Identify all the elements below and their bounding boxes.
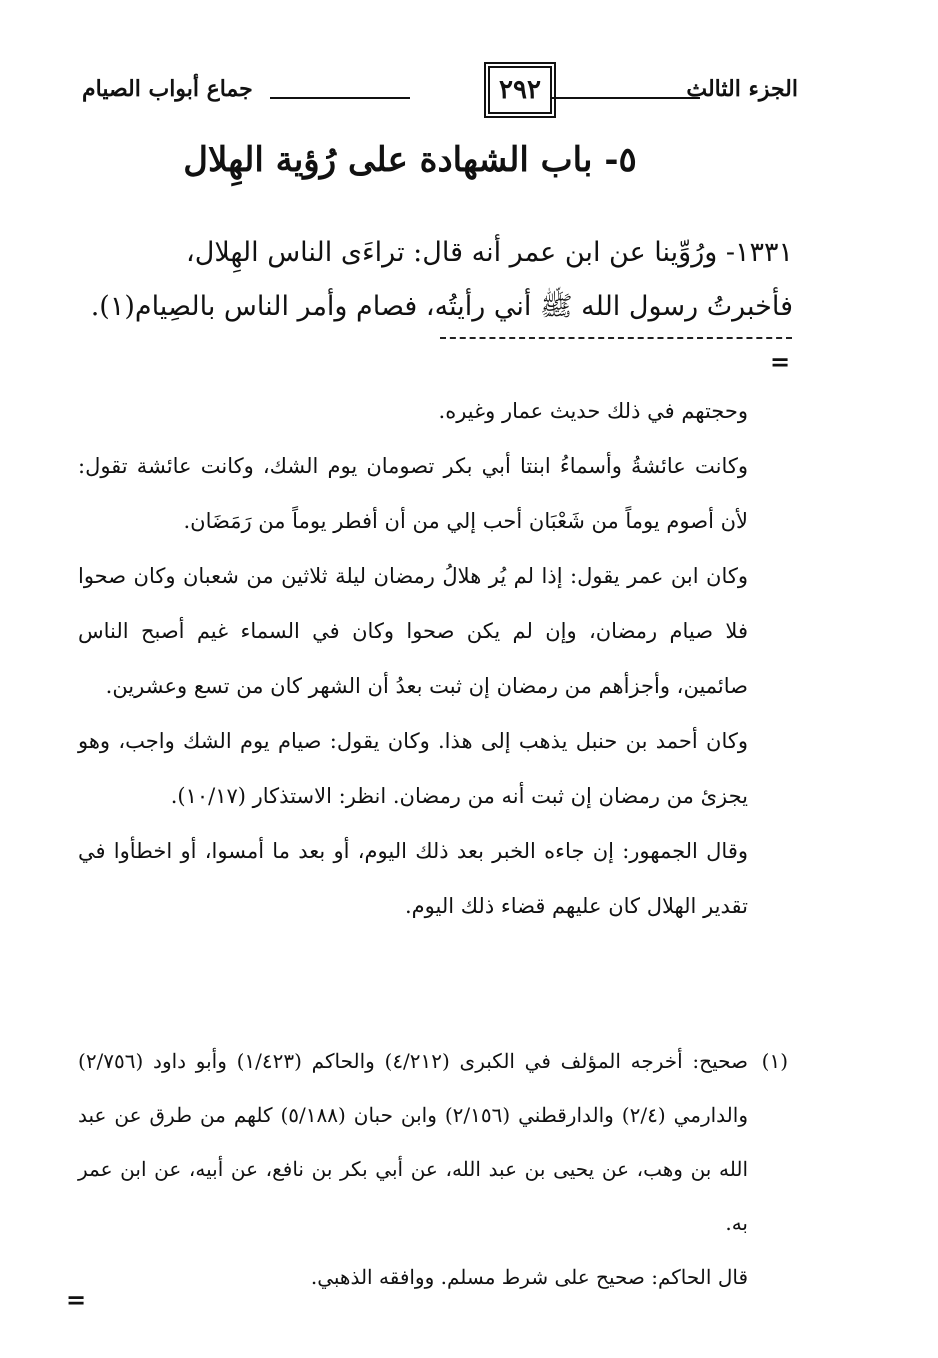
chapter-title: ٥- باب الشهادة على رُؤية الهِلال	[183, 140, 637, 180]
continuation-mark-bottom: =	[66, 1285, 87, 1314]
commentary-paragraph-3: وكان ابن عمر يقول: إذا لم يُر هلالُ رمضان ليلة ثلاثين من شعبان وكان صحوا فلا صيام رمضان، وإن لم يكن صحوا وكان في السماء غيم أصبح الناس صائمين، وأجزأهم من رمضان إن ثبت بعدُ أن الشهر كان من تسع وعشرين.	[78, 564, 748, 698]
commentary-paragraph-5: وقال الجمهور: إن جاءه الخبر بعد ذلك اليوم، أو بعد ما أمسوا، أو اخطأوا في تقدير الهلال كان عليهم قضاء ذلك اليوم.	[78, 839, 748, 918]
commentary-paragraph-4: وكان أحمد بن حنبل يذهب إلى هذا. وكان يقول: صيام يوم الشك واجب، وهو يجزئ من رمضان إن ثبت أنه من رمضان. انظر: الاستذكار (١٠/١٧).	[78, 729, 748, 808]
header-rule-left	[270, 97, 410, 99]
hadith-line-2: فأخبرتُ رسول الله ﷺ أني رأيتُه، فصام وأمر الناس بالصِيام(١).	[90, 291, 793, 322]
footnotes-block	[78, 1034, 788, 1304]
continuation-mark-top: =	[770, 347, 791, 376]
hadith-line-1: ١٣٣١- ورُوِّينا عن ابن عمر أنه قال: تراءَى الناس الهِلال،	[186, 237, 793, 268]
footnote-marker: (١)	[761, 1049, 788, 1073]
header-rule-right	[550, 97, 700, 99]
footnote-note: قال الحاكم: صحيح على شرط مسلم. ووافقه الذهبي.	[310, 1265, 748, 1289]
page-number: ٢٩٢	[488, 66, 552, 114]
commentary-paragraph-1: وحجتهم في ذلك حديث عمار وغيره.	[438, 399, 748, 423]
footnote-text: صحيح: أخرجه المؤلف في الكبرى (٤/٢١٢) والحاكم (١/٤٢٣) وأبو داود (٢/٧٥٦) والدارمي (٢/٤) والدارقطني (٢/١٥٦) وابن حبان (٥/١٨٨) كلهم من طرق عن عبد الله بن وهب، عن يحيى بن عبد الله، عن أبي بكر بن نافع، عن أبيه، عن ابن عمر به.	[78, 1049, 748, 1235]
commentary-block	[78, 384, 748, 934]
dashed-separator	[440, 337, 792, 339]
volume-label: الجزء الثالث	[686, 76, 798, 102]
hadith-text	[90, 226, 793, 334]
commentary-paragraph-2: وكانت عائشةُ وأسماءُ ابنتا أبي بكر تصومان يوم الشك، وكانت عائشة تقول: لأن أصوم يوماً من شَعْبَان أحب إلي من أن أفطر يوماً من رَمَضَان.	[78, 454, 748, 533]
page-header	[82, 66, 798, 116]
section-label: جماع أبواب الصيام	[82, 76, 253, 102]
